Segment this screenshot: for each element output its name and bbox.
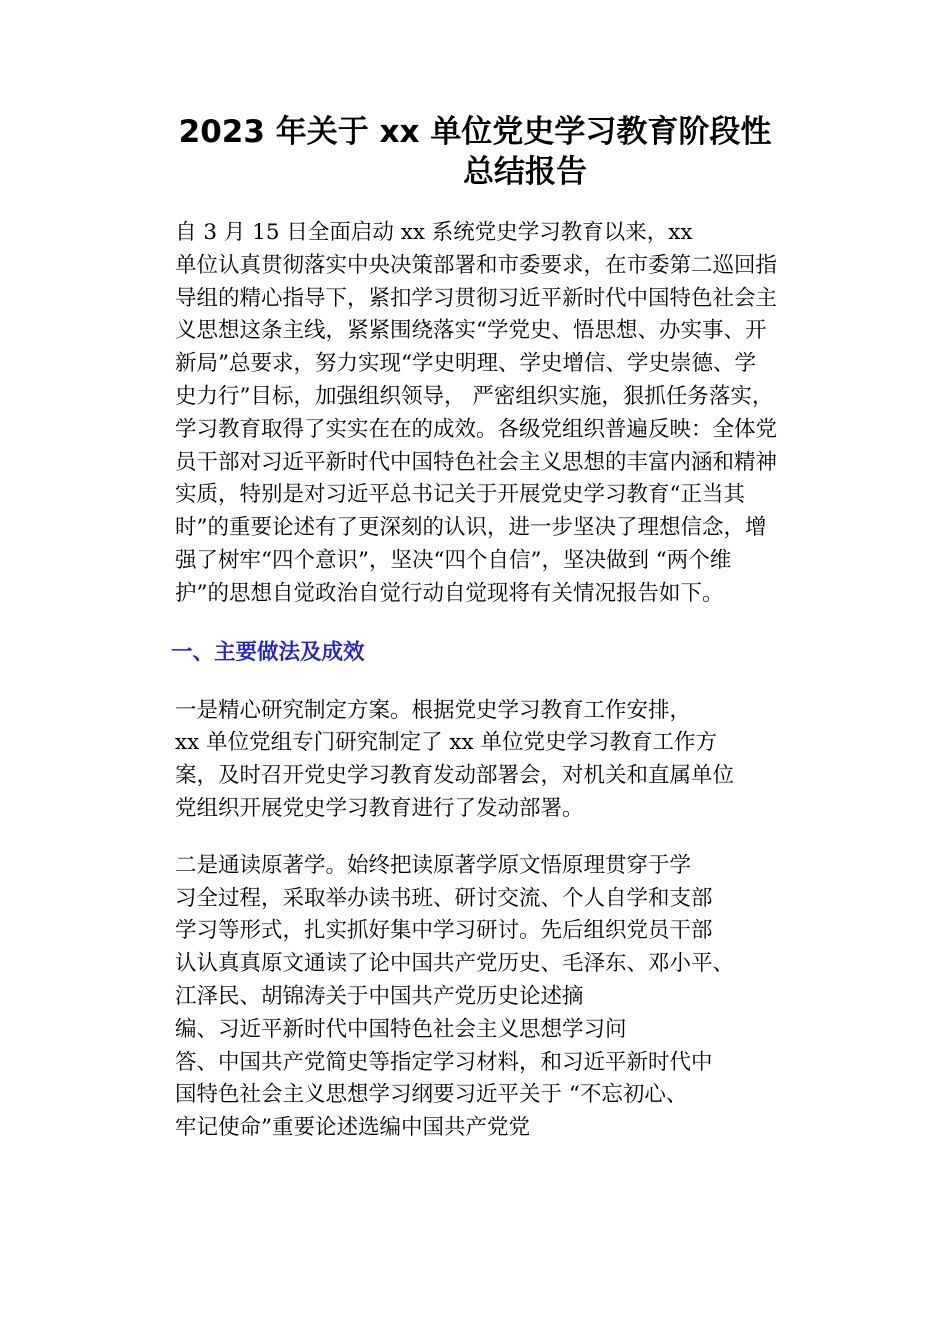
text-line: 史力行”目标，加强组织领导， 严密组织实施，狠抓任务落实， [175,383,774,409]
document-title [145,112,805,192]
text-line: xx 单位党组专门研究制定了 xx 单位党史学习教育工作方 [175,730,718,756]
text-line: 学习等形式，扎实抓好集中学习研讨。先后组织党员干部 [175,918,713,944]
text-line: 新局”总要求，努力实现“学史明理、学史增信、学史崇德、学 [175,351,756,377]
text-line: 时”的重要论述有了更深刻的认识，进一步坚决了理想信念，增 [175,515,767,541]
text-line: 实质，特别是对习近平总书记关于开展党史学习教育“正当其 [175,482,745,508]
section-heading: 一、主要做法及成效 [171,639,365,665]
text-line: 护”的思想自觉政治自觉行动自觉现将有关情况报告如下。 [175,580,724,606]
text-line: 案，及时召开党史学习教育发动部署会，对机关和直属单位 [175,763,735,789]
text-line: 习全过程，采取举办读书班、研讨交流、个人自学和支部 [175,885,713,911]
text-line: 牢记使命”重要论述选编中国共产党党 [175,1115,530,1141]
paragraph-reading [145,850,805,1145]
text-line: 学习教育取得了实实在在的成效。各级党组织普遍反映：全体党 [175,416,778,442]
intro-paragraph [145,217,805,611]
text-line: 党组织开展党史学习教育进行了发动部署。 [175,795,584,821]
text-line: 编、习近平新时代中国特色社会主义思想学习问 [175,1016,627,1042]
title-line-2: 总结报告 [463,154,587,190]
text-line: 二是通读原著学。始终把读原著学原文悟原理贯穿于学 [175,852,692,878]
text-line: 强了树牢“四个意识”，坚决“四个自信”，坚决做到 “两个维 [175,547,732,573]
text-line: 答、中国共产党简史等指定学习材料，和习近平新时代中 [175,1049,713,1075]
text-line: 国特色社会主义思想学习纲要习近平关于 “不忘初心、 [175,1082,688,1108]
text-line: 自 3 月 15 日全面启动 xx 系统党史学习教育以来，xx [175,220,693,245]
text-line: 一是精心研究制定方案。根据党史学习教育工作安排， [175,697,692,723]
text-line: 认认真真原文通读了论中国共产党历史、毛泽东、邓小平、 [175,951,735,977]
document-page [145,112,805,1145]
title-line-1: 2023 年关于 xx 单位党史学习教育阶段性 [178,114,772,150]
text-line: 江泽民、胡锦涛关于中国共产党历史论述摘 [175,983,584,1009]
text-line: 义思想这条主线，紧紧围绕落实“学党史、悟思想、办实事、开 [175,318,767,344]
paragraph-plan [145,695,805,826]
text-line: 员干部对习近平新时代中国特色社会主义思想的丰富内涵和精神 [175,449,778,475]
text-line: 导组的精心指导下，紧扣学习贯彻习近平新时代中国特色社会主 [175,285,778,311]
text-line: 单位认真贯彻落实中央决策部署和市委要求，在市委第二巡回指 [175,252,778,278]
